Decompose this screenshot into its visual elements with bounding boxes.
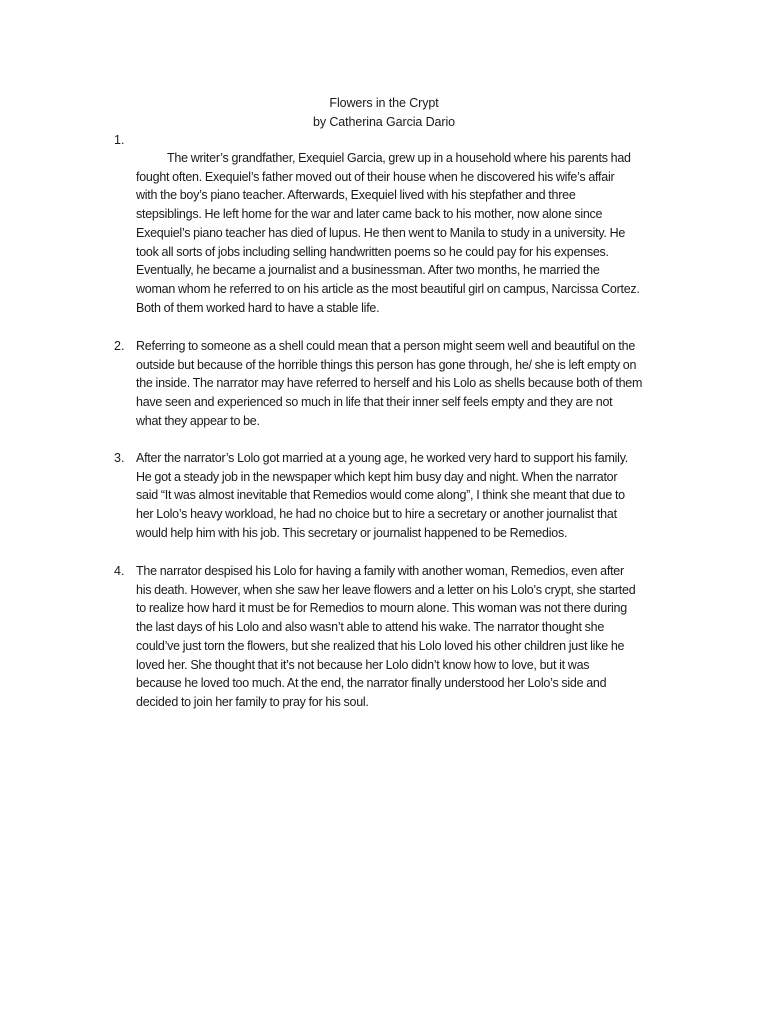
text-line: The writer’s grandfather, Exequiel Garcia, grew up in a household where his parents had xyxy=(167,151,631,165)
text-line: stepsiblings. He left home for the war and later came back to his mother, now alone since xyxy=(136,207,603,222)
text-line: to realize how hard it must be for Remedios to mourn alone. This woman was not there during xyxy=(136,601,627,616)
text-line: with the boy’s piano teacher. Afterwards, Exequiel lived with his stepfather and three xyxy=(136,188,576,203)
text-line: could’ve just torn the flowers, but she realized that his Lolo loved his other children just like he xyxy=(136,638,625,653)
text-line: because he loved too much. At the end, the narrator finally understood her Lolo’s side and xyxy=(136,676,607,691)
text-line: decided to join her family to pray for his soul. xyxy=(136,694,369,709)
text-line: After the narrator’s Lolo got married at a young age, he worked very hard to support his family. xyxy=(136,451,629,465)
answer-paragraph-2 xyxy=(136,337,678,431)
text-line: said “It was almost inevitable that Remedios would come along”, I think she meant that due to xyxy=(136,488,625,503)
text-line: Referring to someone as a shell could mean that a person might seem well and beautiful on the xyxy=(136,339,636,353)
text-line: The narrator despised his Lolo for having a family with another woman, Remedios, even after xyxy=(136,564,624,578)
text-line: Both of them worked hard to have a stable life. xyxy=(136,300,380,315)
text-line: Eventually, he became a journalist and a businessman. After two months, he married the xyxy=(136,263,600,278)
text-line: outside but because of the horrible things this person has gone through, he/ she is left empty on xyxy=(136,357,637,372)
answer-paragraph-4 xyxy=(136,562,678,712)
text-line: his death. However, when she saw her leave flowers and a letter on his Lolo’s crypt, she started xyxy=(136,582,636,597)
document-author: by Catherina Garcia Dario xyxy=(312,115,455,129)
text-line: Exequiel’s piano teacher has died of lupus. He then went to Manila to study in a university. He xyxy=(136,225,626,240)
text-line: the inside. The narrator may have referred to herself and his Lolo as shells because both of them xyxy=(136,376,643,391)
text-line: the last days of his Lolo and also wasn’t able to attend his wake. The narrator thought she xyxy=(136,620,605,635)
document-title: Flowers in the Crypt xyxy=(329,96,439,110)
text-line: He got a steady job in the newspaper which kept him busy day and night. When the narrator xyxy=(136,469,618,484)
answer-number: 4. xyxy=(114,564,125,578)
text-line: took all sorts of jobs including selling handwritten poems so he could pay for his expenses. xyxy=(136,244,609,259)
answer-paragraph-1 xyxy=(136,149,678,317)
text-line: fought often. Exequiel’s father moved out of their house when he discovered his wife’s affair xyxy=(136,169,615,184)
text-line: would help him with his job. This secretary or journalist happened to be Remedios. xyxy=(136,525,568,540)
answer-number: 3. xyxy=(114,451,125,465)
text-line: her Lolo’s heavy workload, he had no choice but to hire a secretary or another journalist that xyxy=(136,507,617,522)
text-line: what they appear to be. xyxy=(136,413,260,428)
answer-number: 1. xyxy=(114,133,125,147)
text-line: loved her. She thought that it’s not because her Lolo didn’t know how to love, but it was xyxy=(136,657,590,672)
text-line: have seen and experienced so much in life that their inner self feels empty and they are not xyxy=(136,395,613,410)
answer-number: 2. xyxy=(114,339,125,353)
answer-paragraph-3 xyxy=(136,449,678,543)
text-line: woman whom he referred to on his article as the most beautiful girl on campus, Narcissa Cortez. xyxy=(136,281,640,296)
